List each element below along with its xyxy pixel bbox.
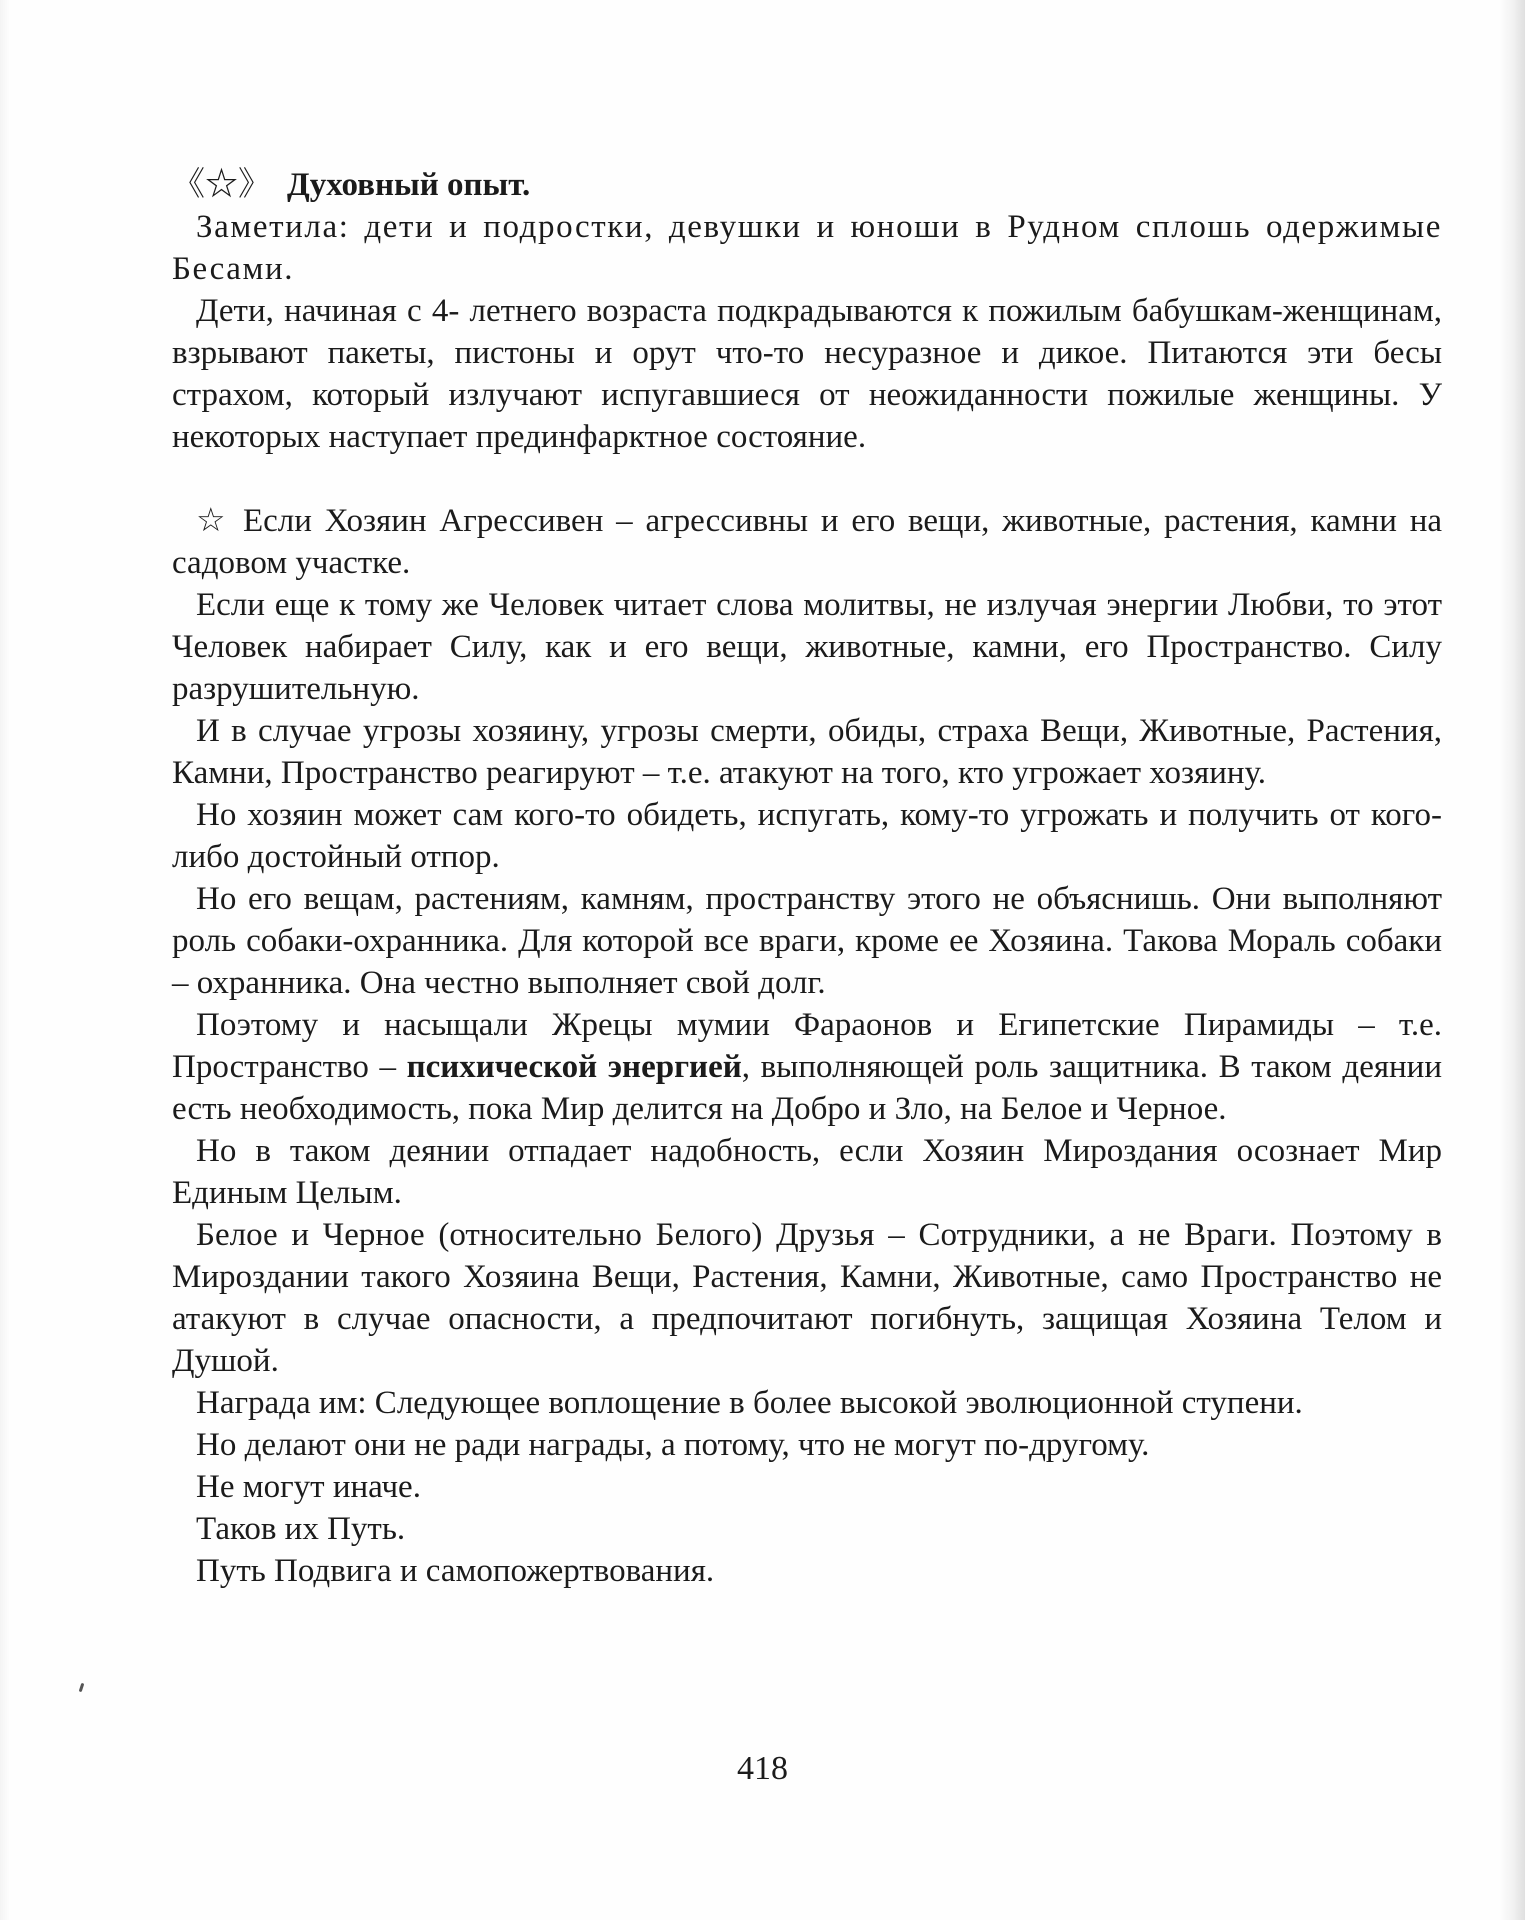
star-paragraph (172, 500, 1442, 584)
main-text (172, 164, 1442, 1592)
scan-speck (79, 1683, 85, 1692)
paragraph: Путь Подвига и самопожертвования. (196, 1553, 715, 1589)
paragraph: Если еще к тому же Человек читает слова молитвы, не излучая энергии Любви, то этот Человек набирает Силу, как и его вещи, животные, камни, его Пространство. Силу разрушительную. (172, 587, 1442, 707)
emphasized-term: психической энергией (406, 1049, 742, 1085)
paragraph: Дети, начиная с 4- летнего возраста подкрадываются к пожилым бабушкам-женщинам, взрывают пакеты, пистоны и орут что-то несуразное и дикое. Питаются эти бесы страхом, который излучают испугавшиеся от неожиданности пожилые женщины. У некоторых наступает прединфарктное состояние. (172, 293, 1442, 455)
section-gap (172, 458, 1442, 500)
star-bracket-icon: 《☆》 (172, 167, 271, 203)
paragraph-text: Поэтому и насыщали Жрецы мумии Фараонов и Египетские Пирамиды – т.е. Пространство – (172, 1007, 1442, 1085)
paragraph-with-emphasis (172, 1004, 1442, 1130)
paragraph: Таков их Путь. (196, 1511, 406, 1547)
paragraph: Заметила: дети и подростки, девушки и юноши в Рудном сплошь одержимые Бесами. (172, 209, 1442, 287)
paragraph: Но делают они не ради награды, а потому, что не могут по-другому. (196, 1427, 1150, 1463)
scan-shadow-right (1499, 0, 1525, 1920)
paragraph: Но в таком деянии отпадает надобность, если Хозяин Мироздания осознает Мир Единым Целым. (172, 1133, 1442, 1211)
paragraph: Не могут иначе. (196, 1469, 421, 1505)
paragraph: Белое и Черное (относительно Белого) Друзья – Сотрудники, а не Враги. Поэтому в Мироздании такого Хозяина Вещи, Растения, Камни, Животные, само Пространство не атакуют в случае опасности, а предпочитают погибнуть, защищая Хозяина Телом и Душой. (172, 1217, 1442, 1379)
star-paragraph-text: Если Хозяин Агрессивен – агрессивны и его вещи, животные, растения, камни на садовом участке. (172, 503, 1443, 581)
scan-shadow-left (0, 0, 10, 1920)
paragraph: Но его вещам, растениям, камням, пространству этого не объяснишь. Они выполняют роль собаки-охранника. Для которой все враги, кроме ее Хозяина. Такова Мораль собаки – охранника. Она честно выполняет свой долг. (172, 881, 1442, 1001)
paragraph-text: , выполняющей роль защитника. В таком деянии есть необходимость, пока Мир делится на Добро и Зло, на Белое и Черное. (172, 1049, 1443, 1127)
section-heading (172, 164, 1442, 206)
paragraph: Награда им: Следующее воплощение в более высокой эволюционной ступени. (196, 1385, 1303, 1421)
paragraph: И в случае угрозы хозяину, угрозы смерти, обиды, страха Вещи, Животные, Растения, Камни, Пространство реагируют – т.е. атакуют на того, кто угрожает хозяину. (172, 713, 1442, 791)
page-number: 418 (737, 1750, 788, 1787)
star-icon: ☆ (196, 503, 231, 539)
section-title: Духовный опыт. (287, 167, 531, 203)
paragraph: Но хозяин может сам кого-то обидеть, испугать, кому-то угрожать и получить от кого-либо достойный отпор. (172, 797, 1442, 875)
